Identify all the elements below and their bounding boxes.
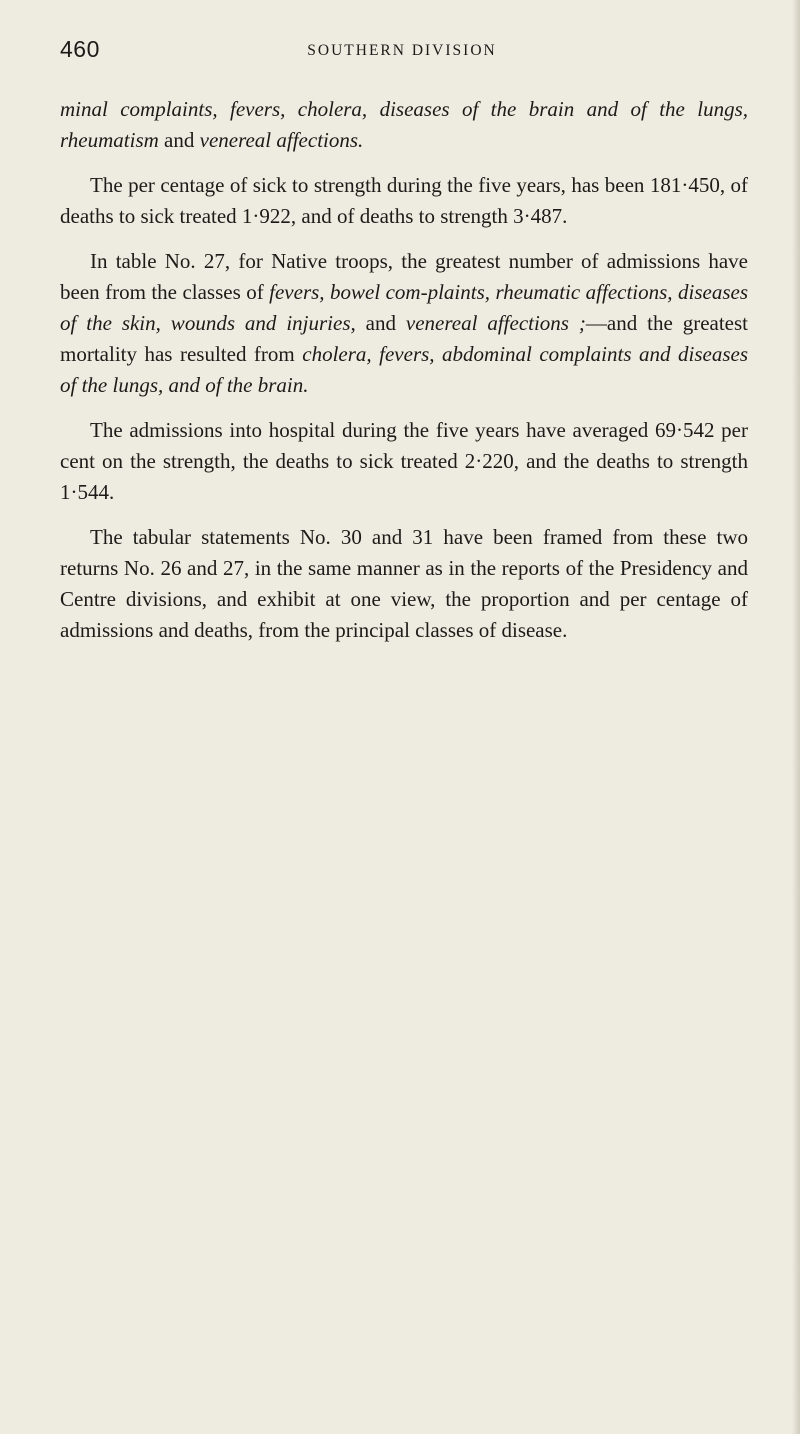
body-text	[60, 94, 748, 646]
paragraph-sick-percentage	[60, 170, 748, 232]
paragraph-admissions	[60, 415, 748, 508]
text-run: The tabular statements No. 30 and 31 have been framed from these two returns No. 26 and 27, in the same manner as in the reports of the Presidency and Centre divisions, and exhibit at one view, the proportion and per centage of admissions and deaths, from the principal classes of disease.	[60, 525, 748, 642]
text-run: fevers, bowel com-plaints, rheumatic affections, diseases of the skin, wounds and injuries,	[60, 280, 748, 335]
text-run: minal complaints, fevers, cholera, diseases of the brain and of the lungs, rheumatism	[60, 97, 748, 152]
text-run: cholera, fevers, abdominal complaints and diseases of the lungs, and of the brain.	[60, 342, 748, 397]
paragraph-continuation	[60, 94, 748, 156]
text-run: and	[355, 311, 406, 335]
running-head: SOUTHERN DIVISION	[307, 42, 497, 59]
text-run: The per centage of sick to strength during the five years, has been 181·450, of deaths to sick treated 1·922, and of deaths to strength 3·487.	[60, 173, 748, 228]
text-run: In table No. 27, for Native troops, the greatest number of admissions have been from the classes of	[60, 249, 748, 304]
text-run: and	[158, 128, 200, 152]
page-number: 460	[60, 36, 100, 62]
text-run: venereal affections ;	[405, 311, 586, 335]
text-run: —and the greatest mortality has resulted from	[60, 311, 749, 366]
text-run: The admissions into hospital during the five years have averaged 69·542 per cent on the strength, the deaths to sick treated 2·220, and the deaths to strength 1·544.	[60, 418, 748, 504]
page-edge-shadow	[792, 0, 800, 1434]
paragraph-table-27	[60, 246, 748, 401]
paragraph-tabular-statements	[60, 522, 748, 646]
text-run: venereal affections.	[199, 128, 364, 152]
page-header	[60, 36, 744, 76]
